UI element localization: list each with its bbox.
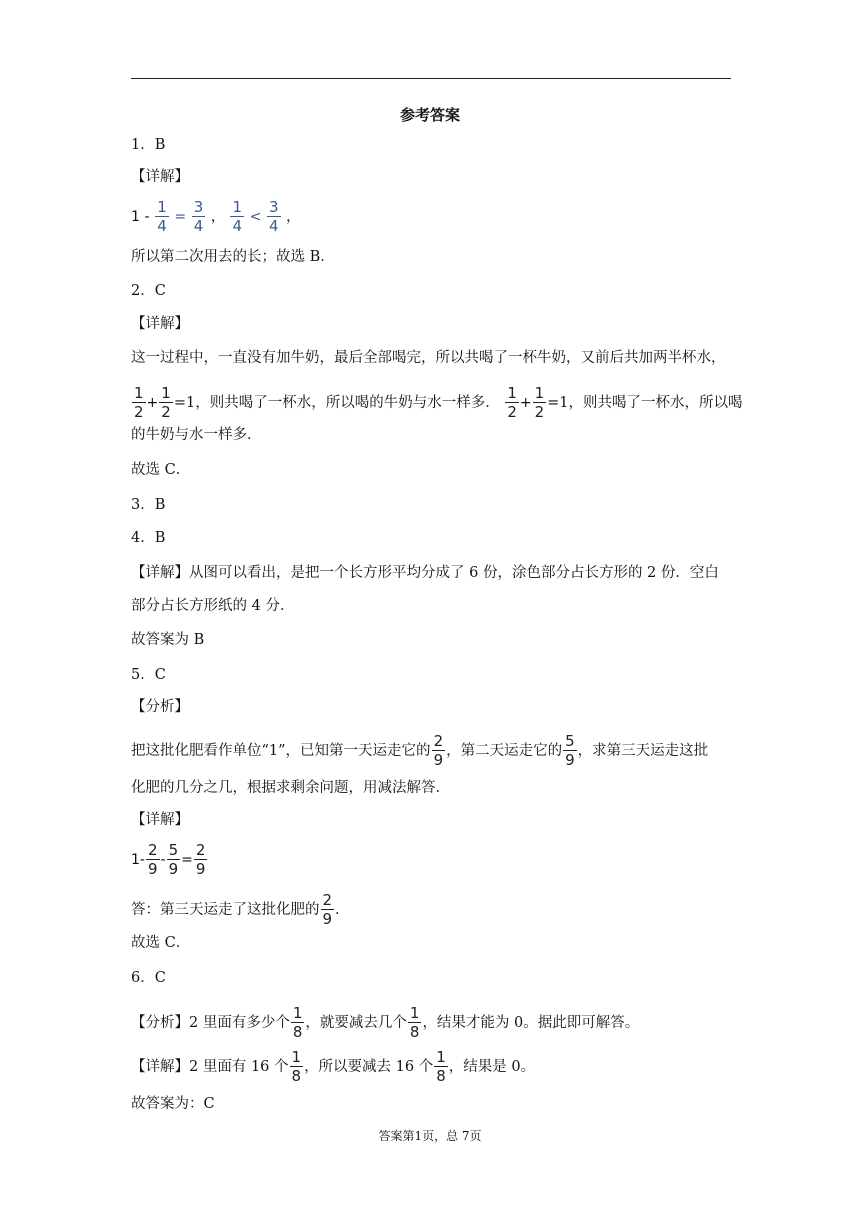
q2-frac-a2 [159, 386, 173, 420]
q2-frac-a1 [132, 386, 146, 420]
q6-frac-4 [434, 1050, 448, 1084]
q5-calc-frac-a [146, 843, 160, 877]
q5-answer-line [131, 893, 350, 927]
q1-eq: = [174, 209, 187, 225]
frac-num: 1 [157, 198, 167, 216]
q5-minus-2: - [160, 852, 166, 868]
frac-den: 8 [409, 1023, 420, 1041]
q1-detail-label: 【详解】 [131, 169, 189, 185]
frac-den: 2 [134, 403, 144, 421]
q5-answer-end: ． [335, 902, 350, 918]
q5-analysis-a: 把这批化肥看作单位“1”，已知第一天运走它的 [131, 743, 431, 759]
q5-answer: 5．C [131, 667, 166, 683]
header-rule [131, 78, 731, 79]
page-title: 参考答案 [399, 106, 460, 124]
frac-den: 9 [168, 860, 179, 878]
q2-text-b: =1，则共喝了一杯水，所以喝 [547, 395, 743, 411]
frac-num: 1 [232, 198, 243, 216]
q5-answer-frac [321, 893, 335, 927]
q5-analysis-b: ，第二天运走它的 [446, 743, 563, 759]
frac-num: 1 [436, 1048, 446, 1066]
q1-conclusion: 所以第二次用去的长；故选 B． [131, 249, 335, 265]
frac-den: 9 [433, 751, 444, 769]
q6-detail [131, 1050, 535, 1084]
q1-frac-1 [155, 200, 169, 234]
q6-analysis [131, 1006, 639, 1040]
q6-analysis-c: ，结果才能为 0。据此即可解答。 [422, 1015, 640, 1031]
q2-text-a: =1，则共喝了一杯水，所以喝的牛奶与水一样多． [173, 395, 500, 411]
frac-num: 1 [534, 384, 545, 402]
q1-comma: ， [210, 209, 225, 225]
q2-line-1: 这一过程中，一直没有加牛奶，最后全部喝完，所以共喝了一杯牛奶，又前后共加两半杯水， [131, 350, 726, 366]
q1-lt: < [249, 209, 262, 225]
q4-answer: 4．B [131, 530, 166, 546]
frac-num: 1 [134, 384, 144, 402]
frac-num: 1 [291, 1048, 302, 1066]
frac-den: 4 [232, 217, 243, 235]
q6-detail-b: ，所以要减去 16 个 [304, 1059, 434, 1075]
frac-den: 8 [291, 1067, 302, 1085]
q6-analysis-a: 【分析】2 里面有多少个 [131, 1015, 290, 1031]
q5-frac-5-9 [563, 734, 577, 768]
frac-den: 4 [157, 217, 167, 235]
frac-den: 8 [436, 1067, 446, 1085]
frac-den: 9 [147, 860, 158, 878]
q5-detail-label: 【详解】 [131, 812, 189, 828]
frac-num: 5 [565, 732, 575, 750]
q1-minus: - [144, 209, 150, 225]
frac-num: 5 [168, 841, 179, 859]
q1-frac-4 [267, 200, 281, 234]
frac-num: 2 [147, 841, 158, 859]
q2-plus-b: + [519, 395, 532, 411]
q1-one: 1 [131, 209, 140, 225]
q5-conclusion: 故选 C． [131, 935, 191, 951]
q2-frac-b2 [533, 386, 547, 420]
q5-frac-2-9 [432, 734, 446, 768]
q2-plus-a: + [146, 395, 159, 411]
q4-conclusion: 故答案为 B [131, 632, 205, 648]
q1-math [131, 200, 300, 234]
q5-eq: = [181, 852, 193, 868]
q1-frac-3 [230, 200, 244, 234]
q6-detail-c: ，结果是 0。 [448, 1059, 536, 1075]
q1-end: ， [286, 209, 301, 225]
q5-answer-text: 答：第三天运走了这批化肥的 [131, 902, 320, 918]
q6-frac-2 [408, 1006, 422, 1040]
frac-den: 9 [322, 910, 333, 928]
q6-frac-3 [290, 1050, 304, 1084]
q6-answer: 6．C [131, 970, 166, 986]
q6-frac-1 [291, 1006, 305, 1040]
frac-num: 3 [268, 198, 279, 216]
frac-den: 8 [292, 1023, 303, 1041]
frac-num: 2 [433, 732, 444, 750]
q2-answer: 2．C [131, 283, 166, 299]
q5-calc-frac-b [167, 843, 181, 877]
frac-den: 2 [507, 403, 517, 421]
frac-den: 2 [161, 403, 171, 421]
q3-answer: 3．B [131, 497, 166, 513]
q1-answer: 1．B [131, 137, 166, 153]
q5-analysis-line-2: 化肥的几分之几，根据求剩余问题，用减法解答． [131, 780, 450, 796]
frac-num: 2 [195, 841, 206, 859]
q5-minus-1: - [139, 852, 145, 868]
q5-analysis-label: 【分析】 [131, 699, 189, 715]
q4-detail-line-1: 【详解】从图可以看出，是把一个长方形平均分成了 6 份，涂色部分占长方形的 2 份．空白 [131, 565, 719, 581]
page-footer: 答案第1页，总 7页 [378, 1129, 482, 1143]
frac-den: 4 [193, 217, 204, 235]
frac-num: 1 [507, 384, 517, 402]
q2-frac-b1 [505, 386, 519, 420]
frac-num: 3 [193, 198, 204, 216]
frac-num: 1 [161, 384, 171, 402]
frac-den: 9 [195, 860, 206, 878]
q2-line-2 [131, 386, 743, 420]
frac-num: 1 [409, 1004, 420, 1022]
q6-analysis-b: ，就要减去几个 [305, 1015, 407, 1031]
q5-analysis-c: ，求第三天运走这批 [577, 743, 709, 759]
q2-conclusion: 故选 C． [131, 462, 191, 478]
frac-den: 4 [268, 217, 279, 235]
q1-frac-2 [192, 200, 206, 234]
q2-line-3: 的牛奶与水一样多． [131, 427, 262, 443]
q2-detail-label: 【详解】 [131, 316, 189, 332]
q6-detail-a: 【详解】2 里面有 16 个 [131, 1059, 289, 1075]
q4-detail-line-2: 部分占长方形纸的 4 分． [131, 598, 295, 614]
q5-calc-frac-c [194, 843, 208, 877]
q6-conclusion: 故答案为：C [131, 1096, 215, 1112]
frac-num: 2 [322, 891, 333, 909]
frac-num: 1 [292, 1004, 303, 1022]
q5-calc [131, 843, 208, 877]
frac-den: 2 [534, 403, 545, 421]
q5-one: 1 [131, 852, 140, 868]
frac-den: 9 [565, 751, 575, 769]
q5-analysis-line-1 [131, 734, 708, 768]
